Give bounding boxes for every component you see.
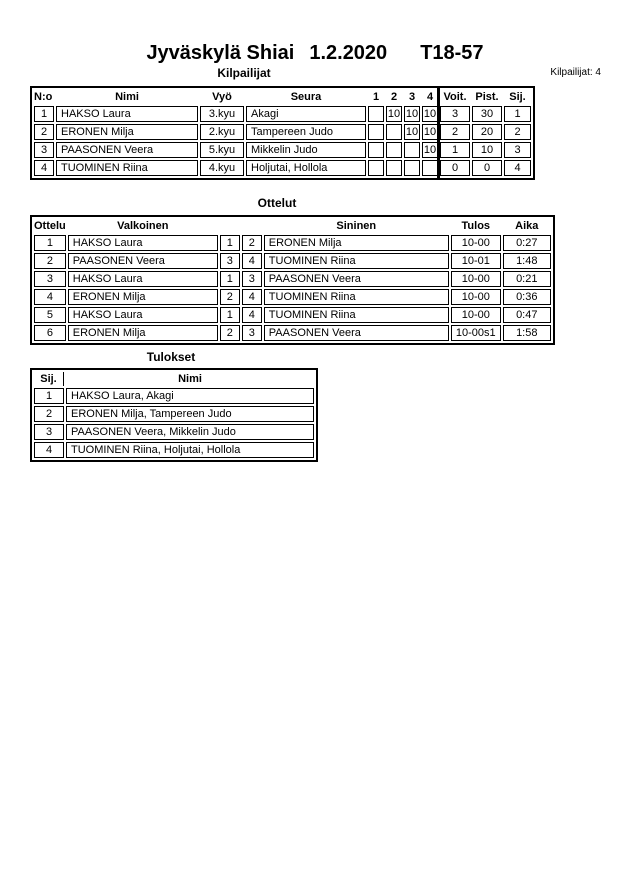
no-cell: 3 (34, 142, 54, 158)
belt-cell: 5.kyu (200, 142, 244, 158)
time-cell: 0:27 (503, 235, 551, 251)
points-cell: 30 (472, 106, 502, 122)
blue-no-cell: 2 (242, 235, 262, 251)
place-cell: 2 (504, 124, 531, 140)
results-table-wrap (30, 368, 318, 462)
place-cell: 3 (504, 142, 531, 158)
blue-no-cell: 4 (242, 307, 262, 323)
white-name-cell: ERONEN Milja (68, 325, 218, 341)
table-row (34, 406, 314, 422)
points-cell: 10 (472, 142, 502, 158)
white-no-cell: 3 (220, 253, 240, 269)
matches-table (30, 215, 555, 345)
table-row (34, 106, 531, 122)
no-cell: 4 (34, 160, 54, 176)
points-cell: 20 (472, 124, 502, 140)
result-cell: 10-00 (451, 271, 501, 287)
col-header-place: Sij. (509, 91, 526, 103)
blue-name-cell: PAASONEN Veera (264, 271, 449, 287)
col-header-time: Aika (515, 220, 539, 232)
competitors-header-row (34, 90, 531, 104)
club-cell: Holjutai, Hollola (246, 160, 366, 176)
col-header-r3: 3 (408, 91, 416, 103)
wins-cell: 0 (440, 160, 470, 176)
club-cell: Tampereen Judo (246, 124, 366, 140)
col-header-name: Nimi (115, 91, 139, 103)
table-row (34, 124, 531, 140)
belt-cell: 3.kyu (200, 106, 244, 122)
col-header-blue-no (242, 219, 262, 233)
blue-name-cell: ERONEN Milja (264, 235, 449, 251)
col-header-points: Pist. (475, 91, 499, 103)
points-cell: 0 (472, 160, 502, 176)
name-cell: PAASONEN Veera (56, 142, 198, 158)
table-row (34, 424, 314, 440)
score-cell (368, 106, 384, 122)
wins-cell: 1 (440, 142, 470, 158)
col-header-r4: 4 (426, 91, 434, 103)
score-cell: 10 (405, 108, 419, 120)
col-header-place: Sij. (34, 372, 64, 386)
match-no-cell: 1 (34, 235, 66, 251)
name-cell: ERONEN Milja (56, 124, 198, 140)
match-no-cell: 5 (34, 307, 66, 323)
competitor-count-label: Kilpailijat: 4 (550, 67, 601, 78)
place-cell: 1 (34, 388, 64, 404)
col-header-r2: 2 (390, 91, 398, 103)
result-name-cell: HAKSO Laura, Akagi (66, 388, 314, 404)
white-no-cell: 1 (220, 235, 240, 251)
page-title (0, 42, 630, 65)
white-no-cell: 1 (220, 307, 240, 323)
name-cell: HAKSO Laura (56, 106, 198, 122)
result-cell: 10-00 (451, 289, 501, 305)
blue-no-cell: 3 (242, 325, 262, 341)
score-cell (368, 160, 384, 176)
place-cell: 1 (504, 106, 531, 122)
col-header-blue: Sininen (336, 220, 377, 232)
score-cell: 10 (387, 108, 401, 120)
blue-name-cell: TUOMINEN Riina (264, 307, 449, 323)
white-name-cell: ERONEN Milja (68, 289, 218, 305)
result-cell: 10-00 (451, 235, 501, 251)
section-heading-results: Tulokset (146, 350, 196, 364)
score-cell (404, 160, 420, 176)
belt-cell: 4.kyu (200, 160, 244, 176)
time-cell: 1:58 (503, 325, 551, 341)
blue-name-cell: PAASONEN Veera (264, 325, 449, 341)
time-cell: 0:36 (503, 289, 551, 305)
col-header-match: Ottelu (34, 220, 66, 232)
col-header-belt: Vyö (212, 91, 232, 103)
result-name-cell: TUOMINEN Riina, Holjutai, Hollola (66, 442, 314, 458)
score-cell (404, 142, 420, 158)
table-row (34, 142, 531, 158)
wins-cell: 2 (440, 124, 470, 140)
score-cell (386, 160, 402, 176)
result-name-cell: PAASONEN Veera, Mikkelin Judo (66, 424, 314, 440)
match-no-cell: 3 (34, 271, 66, 287)
section-heading-competitors: Kilpailijat (217, 66, 271, 80)
col-header-r1: 1 (372, 91, 380, 103)
blue-no-cell: 4 (242, 253, 262, 269)
no-cell: 1 (34, 106, 54, 122)
table-row (34, 325, 551, 341)
time-cell: 1:48 (503, 253, 551, 269)
blue-no-cell: 3 (242, 271, 262, 287)
match-no-cell: 2 (34, 253, 66, 269)
place-cell: 4 (34, 442, 64, 458)
table-row (34, 271, 551, 287)
col-header-no: N:o (34, 91, 53, 103)
white-name-cell: PAASONEN Veera (68, 253, 218, 269)
blue-name-cell: TUOMINEN Riina (264, 253, 449, 269)
white-no-cell: 2 (220, 289, 240, 305)
title-event: Jyväskylä Shiai (146, 42, 295, 64)
white-no-cell: 1 (220, 271, 240, 287)
table-row (34, 442, 314, 458)
result-cell: 10-00s1 (451, 325, 501, 341)
score-cell: 10 (423, 144, 437, 156)
score-cell: 10 (423, 108, 437, 120)
section-heading-matches: Ottelut (257, 196, 297, 210)
results-table (30, 368, 318, 462)
white-no-cell: 2 (220, 325, 240, 341)
score-cell (386, 124, 402, 140)
result-cell: 10-00 (451, 307, 501, 323)
col-header-white-no (220, 219, 240, 233)
table-row (34, 160, 531, 176)
col-header-name: Nimi (178, 373, 202, 385)
club-cell: Akagi (246, 106, 366, 122)
col-header-white: Valkoinen (117, 220, 169, 232)
score-cell (422, 160, 438, 176)
place-cell: 3 (34, 424, 64, 440)
white-name-cell: HAKSO Laura (68, 307, 218, 323)
col-header-club: Seura (290, 91, 322, 103)
place-cell: 2 (34, 406, 64, 422)
name-cell: TUOMINEN Riina (56, 160, 198, 176)
wins-cell: 3 (440, 106, 470, 122)
col-header-wins: Voit. (443, 91, 467, 103)
col-header-result: Tulos (461, 220, 491, 232)
score-cell: 10 (423, 126, 437, 138)
results-header-row (34, 372, 314, 386)
result-name-cell: ERONEN Milja, Tampereen Judo (66, 406, 314, 422)
place-cell: 4 (504, 160, 531, 176)
score-cell (368, 142, 384, 158)
white-name-cell: HAKSO Laura (68, 271, 218, 287)
table-row (34, 307, 551, 323)
time-cell: 0:47 (503, 307, 551, 323)
club-cell: Mikkelin Judo (246, 142, 366, 158)
match-no-cell: 6 (34, 325, 66, 341)
belt-cell: 2.kyu (200, 124, 244, 140)
score-cell: 10 (405, 126, 419, 138)
match-no-cell: 4 (34, 289, 66, 305)
table-row (34, 235, 551, 251)
score-cell (368, 124, 384, 140)
competitors-table (30, 86, 535, 180)
title-date: 1.2.2020 (309, 42, 388, 64)
competitors-table-wrap (30, 86, 535, 180)
blue-name-cell: TUOMINEN Riina (264, 289, 449, 305)
matches-table-wrap (30, 215, 555, 345)
blue-no-cell: 4 (242, 289, 262, 305)
matches-header-row (34, 219, 551, 233)
table-row (34, 388, 314, 404)
white-name-cell: HAKSO Laura (68, 235, 218, 251)
table-row (34, 289, 551, 305)
column-group-divider (437, 86, 440, 180)
score-cell (386, 142, 402, 158)
result-cell: 10-01 (451, 253, 501, 269)
no-cell: 2 (34, 124, 54, 140)
table-row (34, 253, 551, 269)
title-category: T18-57 (420, 42, 484, 64)
time-cell: 0:21 (503, 271, 551, 287)
